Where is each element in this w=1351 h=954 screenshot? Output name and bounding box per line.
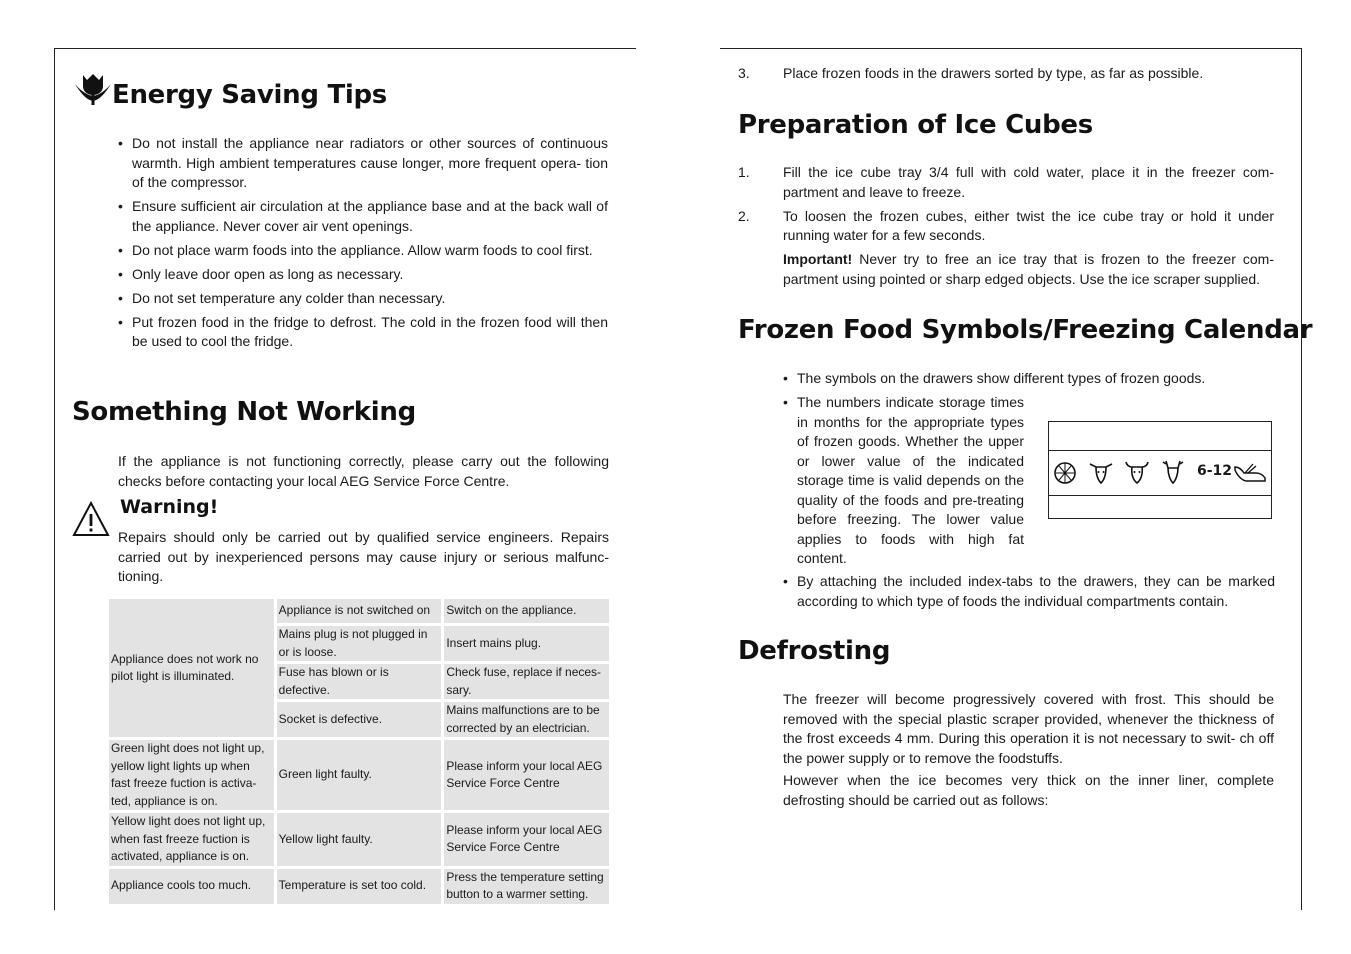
freezing-calendar: [1048, 421, 1272, 519]
top-rule: [720, 48, 1302, 49]
remedy-cell: Insert mains plug.: [444, 626, 609, 661]
symbols-bullet-2: • The numbers indicate storage times in months for the appropriate types of frozen goods. Whether the upper or lower value of the indicated storage time is valid depends on the quality of the foods and pre-treating before freezing. The lower value applies to foods with high fat content.: [783, 394, 1024, 566]
table-row: [109, 599, 609, 623]
remedy-cell: Press the temperature setting button to a warmer setting.: [444, 869, 609, 904]
warning-text: Repairs should only be carried out by qualified service engineers. Repairs carried out by inexperienced persons may cause injury or serious malfunc- tioning.: [118, 529, 609, 584]
deer-icon: [1159, 458, 1187, 486]
remedy-cell: Check fuse, replace if neces- sary.: [444, 664, 609, 699]
problem-cell: Yellow light does not light up, when fast freeze fuction is activated, appliance is on.: [109, 813, 274, 866]
problem-cell: Appliance cools too much.: [109, 869, 274, 904]
something-not-working-title: Something Not Working: [72, 397, 416, 427]
ice-cubes-title: Preparation of Ice Cubes: [738, 110, 1093, 140]
problem-cell: Appliance does not work no pilot light is illuminated.: [109, 599, 274, 737]
frozen-food-symbols-title: Frozen Food Symbols/Freezing Calendar: [738, 315, 1313, 345]
remedy-cell: Switch on the appliance.: [444, 599, 609, 623]
step-3-text: Place frozen foods in the drawers sorted by type, as far as possible.: [783, 65, 1204, 81]
symbols-bullet-1: • The symbols on the drawers show different types of frozen goods.: [783, 370, 1206, 386]
calendar-symbol-band: [1049, 450, 1271, 496]
list-item: • Only leave door open as long as necessary.: [118, 265, 608, 285]
problem-cell: Green light does not light up, yellow light lights up when fast freeze fuction is activa- ted, appliance is on.: [109, 740, 274, 810]
energy-saving-title: Energy Saving Tips: [112, 80, 387, 110]
symbols-bullet-1-text: The symbols on the drawers show different types of frozen goods.: [797, 370, 1206, 386]
calendar-range: 6-12: [1197, 463, 1233, 479]
symbols-bullet-2-text: The numbers indicate storage times in months for the appropriate types of frozen goods. Whether the upper or lower value of the indicated storage time is valid depends on the quality of the foods and pre-treating before freezing. The lower value applies to foods with high fat content.: [797, 394, 1024, 566]
table-row: [109, 813, 609, 866]
symbols-bullet-3-text: By attaching the included index-tabs to the drawers, they can be marked according to which type of foods the individual compartments contain.: [797, 573, 1275, 609]
list-item: • Ensure sufficient air circulation at the appliance base and at the back wall of the appliance. Never cover air vent openings.: [118, 197, 608, 236]
step-number: 2.: [738, 207, 750, 224]
list-item: • Put frozen food in the fridge to defrost. The cold in the frozen food will then be used to cool the fridge.: [118, 313, 608, 352]
table-row: [109, 869, 609, 904]
warning-title: Warning!: [120, 496, 219, 518]
symbols-bullet-3: • By attaching the included index-tabs to the drawers, they can be marked according to which type of foods the individual compartments contain.: [783, 573, 1275, 609]
troubleshooting-table: [106, 596, 612, 907]
top-rule: [54, 48, 636, 49]
energy-tips-list: [118, 134, 608, 356]
cause-cell: Yellow light faulty.: [277, 813, 442, 866]
important-note: [738, 250, 1274, 289]
cause-cell: Appliance is not switched on: [277, 599, 442, 623]
list-item: • Do not install the appliance near radiators or other sources of continuous warmth. High ambient temperatures cause longer, more frequent opera- tion of the compressor.: [118, 134, 608, 193]
cause-cell: Green light faulty.: [277, 740, 442, 810]
cow-icon: [1123, 458, 1151, 486]
important-label: Important!: [783, 251, 853, 267]
vegetable-icon: [1051, 458, 1079, 486]
cause-cell: Fuse has blown or is defective.: [277, 664, 442, 699]
hand-icon: [1233, 458, 1267, 486]
table-row: [109, 740, 609, 810]
left-page: [54, 0, 636, 910]
remedy-cell: Please inform your local AEG Service Force Centre: [444, 813, 609, 866]
cause-cell: Socket is defective.: [277, 702, 442, 737]
not-working-intro: If the appliance is not functioning correctly, please carry out the following checks before contacting your local AEG Service Force Centre.: [118, 453, 609, 489]
ice-cubes-steps: [738, 163, 1274, 294]
defrost-paragraph-1: The freezer will become progressively covered with frost. This should be removed with the special plastic scraper provided, whenever the thickness of the frost exceeds 4 mm. During this operation it is not necessary to swit- ch off the power supply or to remove the foodstuffs.: [783, 691, 1274, 766]
cause-cell: Mains plug is not plugged in or is loose.: [277, 626, 442, 661]
list-item: • Do not place warm foods into the appliance. Allow warm foods to cool first.: [118, 241, 608, 261]
list-item: [738, 207, 1274, 246]
calf-icon: [1087, 458, 1115, 486]
step-3-number: 3.: [738, 65, 750, 81]
list-item: • Do not set temperature any colder than necessary.: [118, 289, 608, 309]
remedy-cell: Please inform your local AEG Service Force Centre: [444, 740, 609, 810]
step-text: Fill the ice cube tray 3/4 full with cold water, place it in the freezer com- partment and leave to freeze.: [783, 164, 1274, 200]
right-edge-rule: [1301, 48, 1302, 910]
step-number: 1.: [738, 164, 750, 180]
defrosting-title: Defrosting: [738, 636, 891, 666]
right-page: [720, 0, 1313, 910]
cause-cell: Temperature is set too cold.: [277, 869, 442, 904]
remedy-cell: Mains malfunctions are to be corrected by an electrician.: [444, 702, 609, 737]
list-item: [738, 163, 1274, 202]
left-edge-rule: [54, 48, 55, 910]
important-text: Never try to free an ice tray that is frozen to the freezer com- partment using pointed or sharp edged objects. Use the ice scraper supplied.: [783, 251, 1274, 287]
defrost-paragraph-2: However when the ice becomes very thick on the inner liner, complete defrosting should be carried out as follows:: [783, 772, 1274, 808]
step-text: To loosen the frozen cubes, either twist the ice cube tray or hold it under running water for a few seconds.: [783, 207, 1274, 243]
warning-triangle-icon: [72, 500, 110, 538]
tulip-icon: [74, 70, 112, 108]
